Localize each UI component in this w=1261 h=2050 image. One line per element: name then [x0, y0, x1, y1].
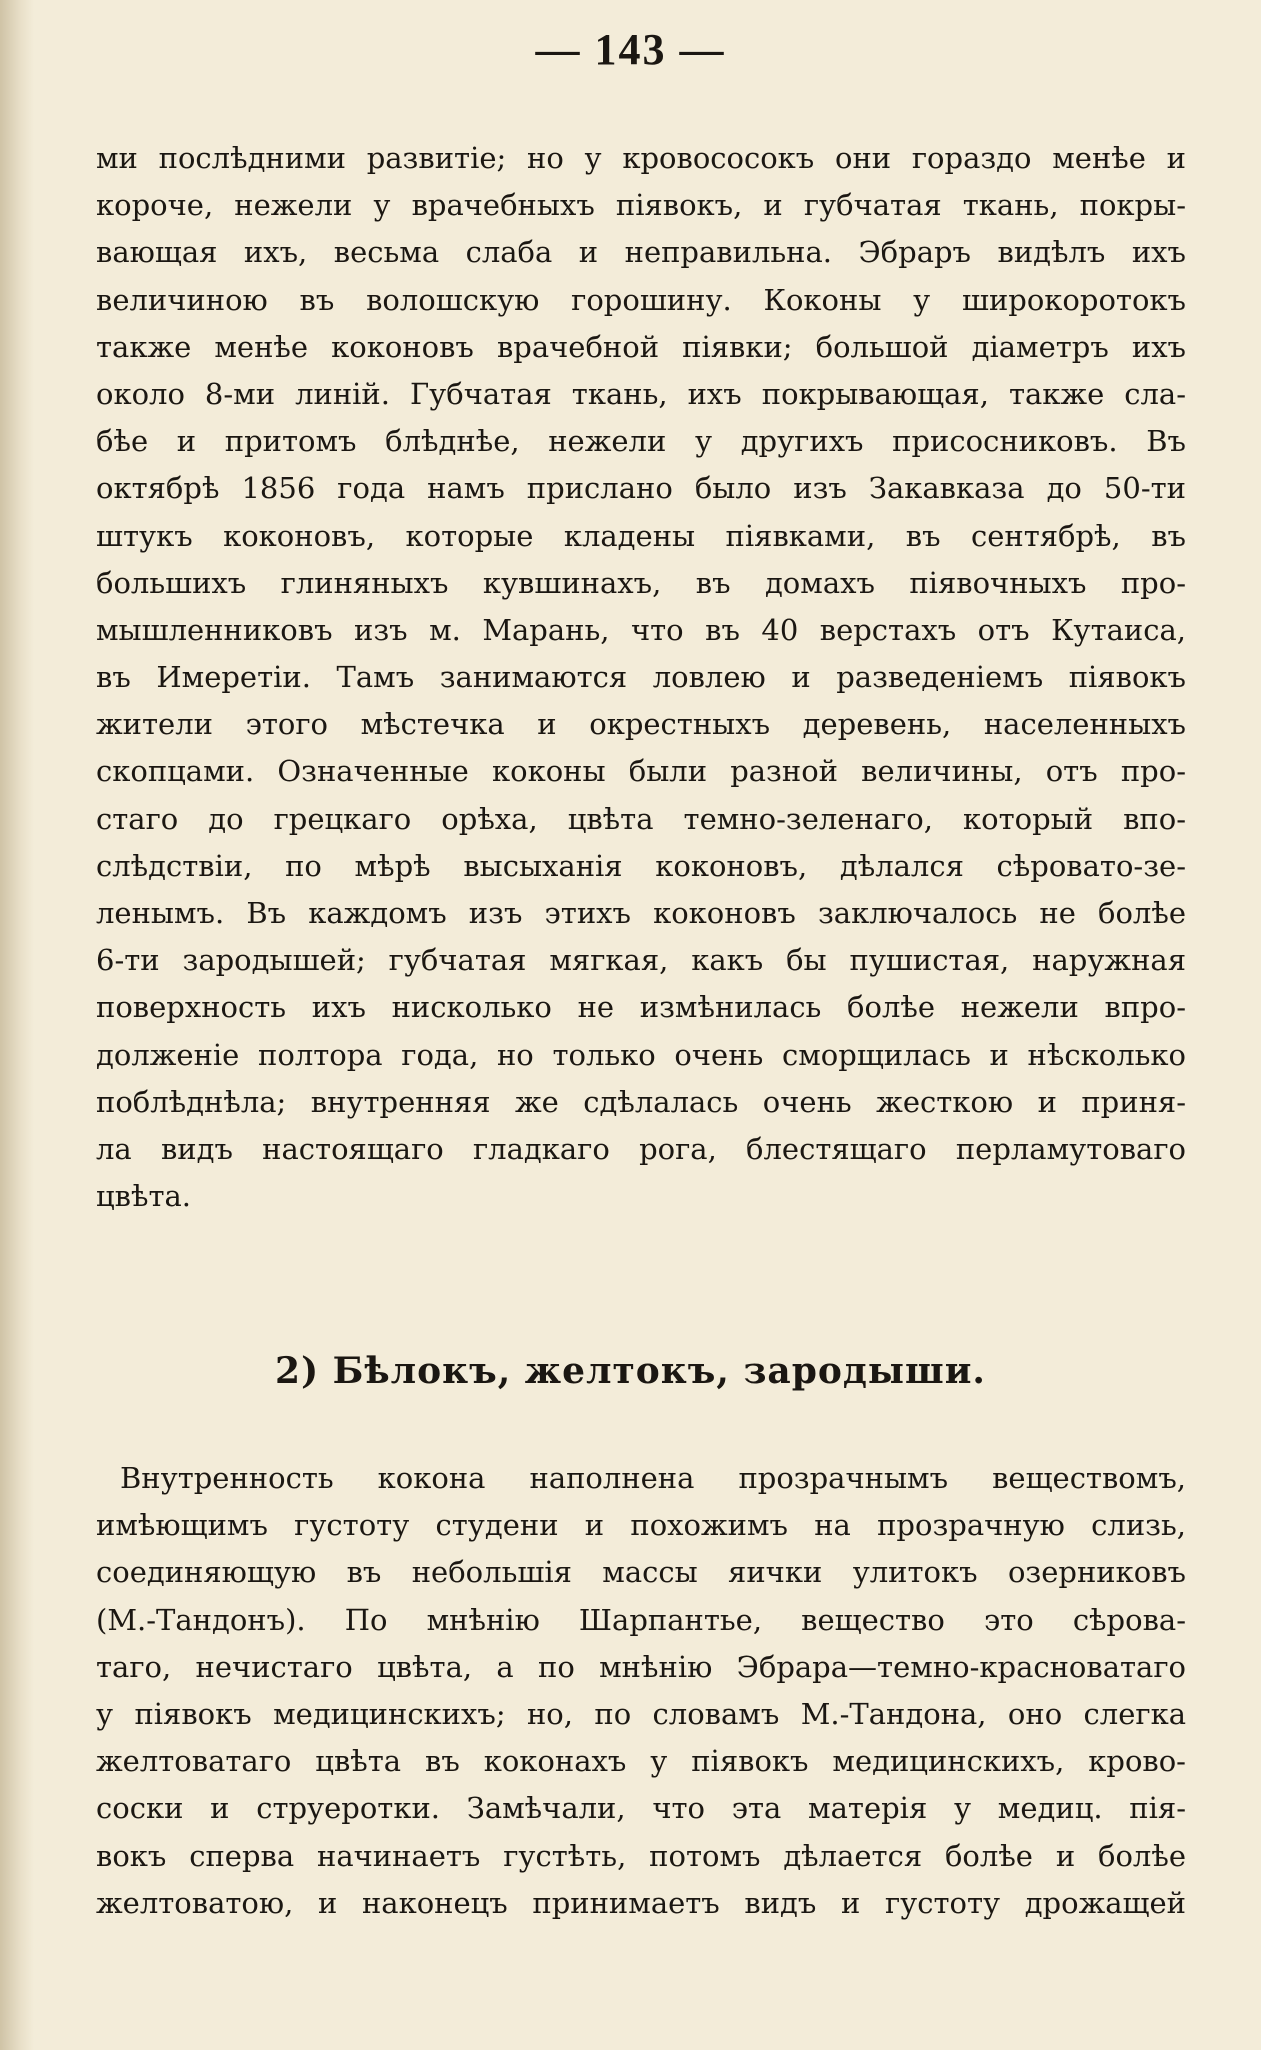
- section-heading: 2) Бѣлокъ, желтокъ, зародыши.: [275, 1350, 986, 1392]
- text-line: октябрѣ 1856 года намъ прислано было изъ Закавказа до 50-ти: [96, 471, 1186, 506]
- text-line: соединяющую въ небольшія массы яички улитокъ озерниковъ: [96, 1555, 1186, 1590]
- text-line: короче, нежели у врачебныхъ піявокъ, и губчатая ткань, покры-: [96, 188, 1186, 223]
- text-line: 6-ти зародышей; губчатая мягкая, какъ бы пушистая, наружная: [96, 943, 1186, 978]
- text-line: ла видъ настоящаго гладкаго рога, блестящаго перламутоваго: [96, 1131, 1186, 1166]
- text-line: желтоватою, и наконецъ принимаетъ видъ и густоту дрожащей: [96, 1885, 1186, 1920]
- text-line: ми послѣдними развитіе; но у кровососокъ они гораздо менѣе и: [96, 141, 1186, 175]
- text-line: (М.-Тандонъ). По мнѣнію Шарпантье, вещество это сѣрова-: [96, 1602, 1186, 1637]
- text-line: вокъ сперва начинаетъ густѣть, потомъ дѣлается болѣе и болѣе: [96, 1838, 1186, 1873]
- text-line: мышленниковъ изъ м. Марань, что въ 40 верстахъ отъ Кутаиса,: [96, 612, 1186, 647]
- text-line: штукъ коконовъ, которые кладены піявками, въ сентябрѣ, въ: [96, 518, 1186, 553]
- paragraph-1: [96, 135, 1186, 1220]
- text-line: поверхность ихъ нисколько не измѣнилась болѣе нежели впро-: [96, 990, 1186, 1025]
- text-line: большихъ глиняныхъ кувшинахъ, въ домахъ піявочныхъ про-: [96, 565, 1186, 600]
- paragraph-2: [96, 1455, 1186, 1927]
- text-line: у піявокъ медицинскихъ; но, по словамъ М.-Тандона, оно слегка: [96, 1696, 1186, 1731]
- text-line: соски и струеротки. Замѣчали, что эта матерія у медиц. пія-: [96, 1791, 1186, 1826]
- text-line: бѣе и притомъ блѣднѣе, нежели у другихъ присосниковъ. Въ: [96, 424, 1186, 459]
- text-line: имѣющимъ густоту студени и похожимъ на прозрачную слизь,: [96, 1508, 1186, 1543]
- text-line: поблѣднѣла; внутренняя же сдѣлалась очень жесткою и приня-: [96, 1084, 1186, 1119]
- text-line: стаго до грецкаго орѣха, цвѣта темно-зеленаго, который впо-: [96, 801, 1186, 836]
- text-line: около 8-ми линій. Губчатая ткань, ихъ покрывающая, также сла-: [96, 376, 1186, 411]
- text-line: въ Имеретіи. Тамъ занимаются ловлею и разведеніемъ піявокъ: [96, 660, 1186, 695]
- text-line: таго, нечистаго цвѣта, а по мнѣнію Эбрара—темно-красноватаго: [96, 1649, 1186, 1684]
- text-line: Внутренность кокона наполнена прозрачнымъ веществомъ,: [120, 1461, 1186, 1495]
- text-line: жители этого мѣстечка и окрестныхъ деревень, населенныхъ: [96, 707, 1186, 742]
- text-line: скопцами. Означенные коконы были разной величины, отъ про-: [96, 754, 1186, 789]
- text-line: желтоватаго цвѣта въ коконахъ у піявокъ медицинскихъ, крово-: [96, 1744, 1186, 1779]
- text-line: ленымъ. Въ каждомъ изъ этихъ коконовъ заключалось не болѣе: [96, 896, 1186, 930]
- page-number: — 143 —: [535, 25, 726, 74]
- text-line: слѣдствіи, по мѣрѣ высыханія коконовъ, дѣлался сѣровато-зе-: [96, 848, 1186, 883]
- text-line: цвѣта.: [96, 1179, 192, 1214]
- text-line: долженіе полтора года, но только очень сморщилась и нѣсколько: [96, 1037, 1186, 1072]
- page-gutter: [0, 0, 34, 2050]
- text-line: величиною въ волошскую горошину. Коконы у широкоротокъ: [96, 282, 1186, 317]
- text-line: вающая ихъ, весьма слаба и неправильна. Эбраръ видѣлъ ихъ: [96, 235, 1186, 270]
- text-line: также менѣе коконовъ врачебной піявки; большой діаметръ ихъ: [96, 329, 1186, 364]
